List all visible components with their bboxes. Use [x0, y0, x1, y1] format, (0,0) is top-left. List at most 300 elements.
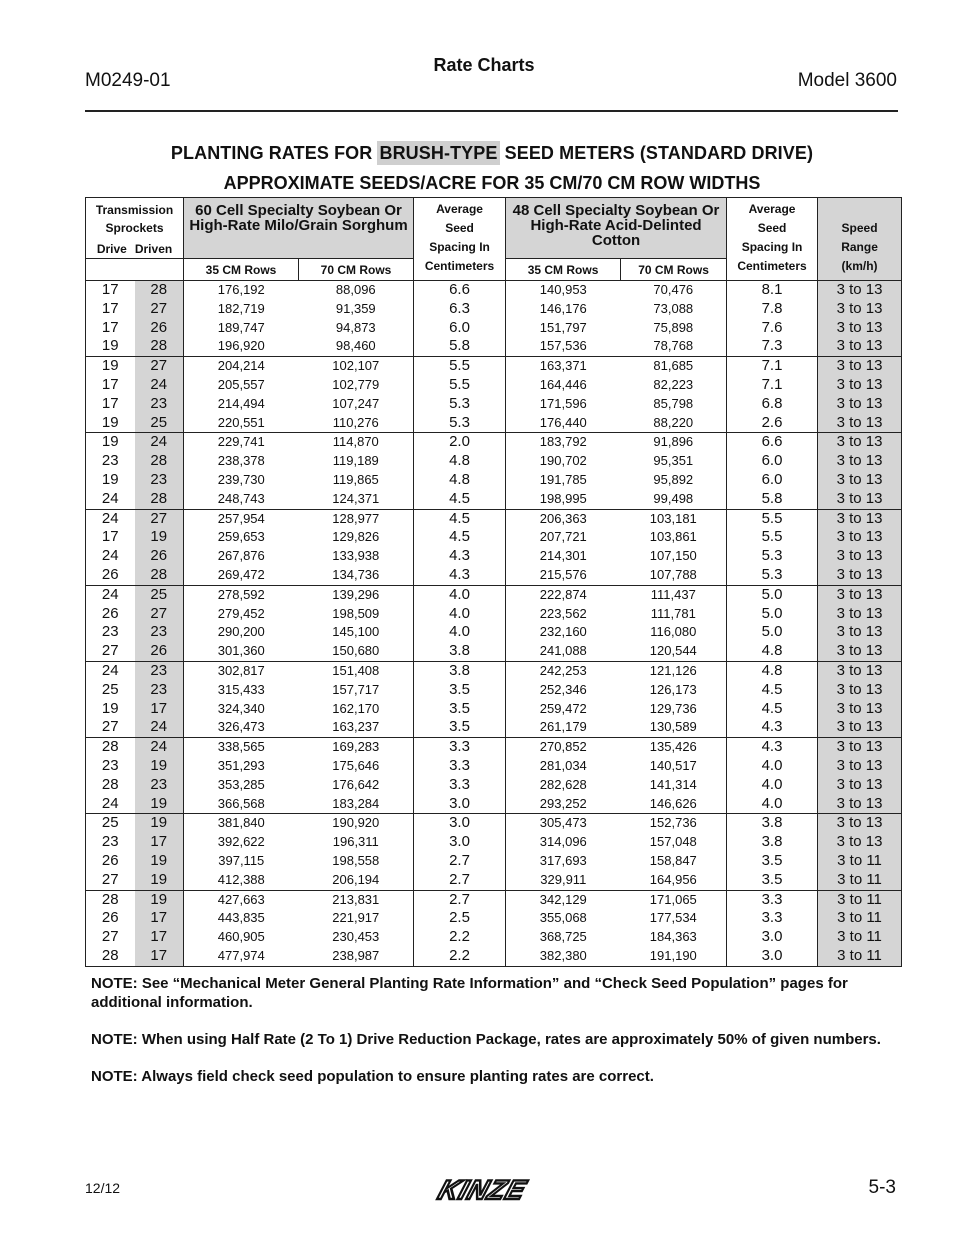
speed-cell: 3 to 11 — [818, 890, 902, 909]
g1-spacing-cell: 2.0 — [414, 433, 506, 452]
g1-70cm-cell: 196,311 — [332, 834, 379, 850]
group1-35cm-header: 35 CM Rows — [184, 259, 299, 281]
g1-spacing-cell: 5.5 — [414, 357, 506, 376]
g1-spacing-cell: 6.3 — [414, 300, 506, 319]
notes-section — [91, 974, 891, 1104]
table-row — [86, 471, 902, 490]
speed-cell: 3 to 13 — [818, 376, 902, 395]
sprockets-label: Transmission Sprockets — [95, 203, 174, 235]
g2-spacing-cell: 4.5 — [727, 700, 818, 719]
g2-35cm-cell: 314,096 — [506, 833, 621, 852]
driven-cell: 19 — [135, 795, 184, 814]
speed-cell: 3 to 11 — [818, 852, 902, 871]
g2-spacing-cell: 4.0 — [727, 795, 818, 814]
g2-70cm-cell: 120,544 — [649, 643, 697, 659]
speed-cell: 3 to 13 — [818, 738, 902, 757]
g1-70cm-cell: 206,194 — [332, 871, 380, 887]
g2-spacing-cell: 2.6 — [727, 414, 818, 433]
g2-35cm-cell: 355,068 — [506, 909, 621, 928]
g1-35cm-cell: 290,200 — [184, 623, 299, 642]
speed-cell: 3 to 13 — [818, 795, 902, 814]
speed-label-line1: Speed — [841, 221, 878, 235]
g2-35cm-cell: 259,472 — [506, 700, 621, 719]
g1-70cm-cell: 238,987 — [299, 947, 414, 966]
g1-spacing-cell: 3.0 — [414, 795, 506, 814]
g1-spacing-cell: 2.5 — [414, 909, 506, 928]
drive-cell: 26 — [86, 605, 135, 624]
g2-spacing-cell: 4.8 — [727, 661, 818, 680]
g2-spacing-cell: 5.5 — [727, 509, 818, 528]
table-row — [86, 319, 902, 338]
avg-label-line2: Seed — [445, 221, 474, 235]
title-pre: PLANTING RATES FOR — [170, 143, 373, 163]
g2-spacing-cell: 4.3 — [727, 738, 818, 757]
g2-35cm-cell: 183,792 — [506, 433, 621, 452]
drive-cell: 23 — [86, 452, 135, 471]
g2-70cm-cell: 95,351 — [653, 453, 694, 469]
driven-cell: 19 — [135, 852, 184, 871]
speed-cell: 3 to 13 — [818, 661, 902, 680]
driven-cell: 17 — [135, 700, 184, 719]
driven-cell: 28 — [135, 452, 184, 471]
g1-70cm-cell: 157,717 — [332, 681, 380, 697]
g1-spacing-cell: 4.5 — [414, 490, 506, 509]
driven-cell: 23 — [135, 471, 184, 490]
driven-cell: 24 — [135, 738, 184, 757]
g2-spacing-cell: 3.5 — [727, 852, 818, 871]
driven-cell: 27 — [135, 509, 184, 528]
g2-35cm-cell: 176,440 — [506, 414, 621, 433]
table-row — [86, 414, 902, 433]
driven-cell: 24 — [135, 376, 184, 395]
table-row — [86, 395, 902, 414]
table-row — [86, 452, 902, 471]
g1-spacing-cell: 4.3 — [414, 547, 506, 566]
g2-70cm-cell: 130,589 — [649, 719, 697, 735]
g2-70cm-cell: 146,626 — [649, 795, 697, 811]
g2-35cm-cell: 171,596 — [506, 395, 621, 414]
table-row — [86, 300, 902, 319]
g2-35cm-cell: 368,725 — [506, 928, 621, 947]
drive-cell: 17 — [86, 528, 135, 547]
g1-35cm-cell: 229,741 — [184, 433, 299, 452]
g1-70cm-cell: 221,917 — [332, 910, 380, 926]
g2-70cm-cell: 158,847 — [649, 852, 697, 868]
g2-70cm-cell: 184,363 — [649, 929, 697, 945]
g2-35cm-cell: 282,628 — [506, 776, 621, 795]
g2-70cm-cell: 88,220 — [653, 414, 694, 430]
g1-70cm-cell: 129,826 — [332, 529, 380, 545]
g2-35cm-cell: 382,380 — [506, 947, 621, 966]
drive-cell: 28 — [86, 776, 135, 795]
g1-35cm-cell: 214,494 — [184, 395, 299, 414]
speed-cell: 3 to 11 — [818, 871, 902, 890]
g2-spacing-cell: 6.8 — [727, 395, 818, 414]
driven-cell: 27 — [135, 605, 184, 624]
g2-spacing-cell: 7.6 — [727, 319, 818, 338]
g1-70cm-cell: 98,460 — [335, 338, 376, 354]
speed-cell: 3 to 13 — [818, 547, 902, 566]
g1-70cm-cell: 128,977 — [299, 509, 414, 528]
g1-spacing-cell: 4.0 — [414, 585, 506, 604]
drive-cell: 24 — [86, 490, 135, 509]
g2-spacing-cell: 5.3 — [727, 566, 818, 585]
g1-35cm-cell: 257,954 — [184, 509, 299, 528]
drive-cell: 26 — [86, 852, 135, 871]
g2-spacing-cell: 6.6 — [727, 433, 818, 452]
speed-cell: 3 to 13 — [818, 814, 902, 833]
g2-35cm-cell: 190,702 — [506, 452, 621, 471]
g1-35cm-cell: 353,285 — [184, 776, 299, 795]
drive-cell: 24 — [86, 795, 135, 814]
driven-cell: 25 — [135, 414, 184, 433]
g2-35cm-cell: 198,995 — [506, 490, 621, 509]
drive-cell: 25 — [86, 681, 135, 700]
g1-70cm-cell: 114,870 — [299, 433, 414, 452]
g2-35cm-cell: 214,301 — [506, 547, 621, 566]
g1-70cm-cell: 175,646 — [332, 757, 380, 773]
speed-cell: 3 to 13 — [818, 681, 902, 700]
g2-35cm-cell: 207,721 — [506, 528, 621, 547]
g2-70cm-cell: 75,898 — [653, 319, 694, 335]
g2-spacing-cell: 5.5 — [727, 528, 818, 547]
g2-spacing-cell: 4.3 — [727, 718, 818, 737]
g2-spacing-cell: 4.0 — [727, 776, 818, 795]
page-number: 5-3 — [868, 1177, 896, 1198]
speed-cell: 3 to 13 — [818, 776, 902, 795]
g1-spacing-cell: 5.3 — [414, 395, 506, 414]
g1-35cm-cell: 220,551 — [184, 414, 299, 433]
driven-cell: 23 — [135, 395, 184, 414]
table-row — [86, 357, 902, 376]
note-1: NOTE: See “Mechanical Meter General Planting Rate Information” and “Check Seed Population” pages for additional information. — [91, 975, 848, 1011]
drive-cell: 27 — [86, 871, 135, 890]
g2-spacing-cell: 3.8 — [727, 814, 818, 833]
g1-spacing-cell: 2.7 — [414, 871, 506, 890]
g2-70cm-cell: 177,534 — [649, 910, 697, 926]
g1-35cm-cell: 278,592 — [184, 585, 299, 604]
drive-cell: 26 — [86, 566, 135, 585]
g2-35cm-cell: 281,034 — [506, 757, 621, 776]
g2-35cm-cell: 223,562 — [506, 605, 621, 624]
g1-35cm-cell: 338,565 — [184, 738, 299, 757]
drive-cell: 28 — [86, 890, 135, 909]
table-row — [86, 852, 902, 871]
avg-label-line3: Spacing In — [741, 240, 803, 254]
g1-spacing-cell: 2.7 — [414, 852, 506, 871]
drive-cell: 28 — [86, 947, 135, 966]
avg-label-line4: Centimeters — [424, 259, 495, 273]
g1-spacing-cell: 4.8 — [414, 471, 506, 490]
table-row — [86, 528, 902, 547]
g2-70cm-cell: 81,685 — [621, 357, 727, 376]
g2-70cm-cell: 111,781 — [650, 605, 696, 621]
speed-cell: 3 to 13 — [818, 433, 902, 452]
g1-spacing-cell: 4.5 — [414, 509, 506, 528]
g2-35cm-cell: 140,953 — [506, 281, 621, 300]
table-row — [86, 718, 902, 737]
drive-cell: 24 — [86, 661, 135, 680]
driven-cell: 17 — [135, 947, 184, 966]
speed-cell: 3 to 13 — [818, 395, 902, 414]
drive-label: Drive — [96, 242, 127, 256]
section-title: Rate Charts — [433, 55, 535, 75]
g1-70cm-cell: 94,873 — [335, 319, 376, 335]
table-row — [86, 871, 902, 890]
g2-35cm-cell: 151,797 — [506, 319, 621, 338]
table-row — [86, 833, 902, 852]
g1-spacing-cell: 3.5 — [414, 681, 506, 700]
drive-cell: 17 — [86, 319, 135, 338]
g1-spacing-cell: 4.3 — [414, 566, 506, 585]
drive-cell: 17 — [86, 376, 135, 395]
table-row — [86, 661, 902, 680]
g1-35cm-cell: 324,340 — [184, 700, 299, 719]
speed-cell: 3 to 13 — [818, 414, 902, 433]
driven-cell: 28 — [135, 490, 184, 509]
speed-cell: 3 to 11 — [818, 928, 902, 947]
g2-35cm-cell: 305,473 — [506, 814, 621, 833]
driven-cell: 23 — [135, 661, 184, 680]
g1-35cm-cell: 392,622 — [184, 833, 299, 852]
g1-35cm-cell: 460,905 — [184, 928, 299, 947]
g1-70cm-cell: 124,371 — [332, 490, 380, 506]
g1-spacing-cell: 3.3 — [414, 738, 506, 757]
table-row — [86, 738, 902, 757]
g1-spacing-cell: 3.3 — [414, 757, 506, 776]
g1-35cm-cell: 477,974 — [184, 947, 299, 966]
g2-70cm-cell: 107,788 — [649, 566, 697, 582]
speed-header — [818, 198, 902, 281]
driven-cell: 17 — [135, 928, 184, 947]
table-row — [86, 814, 902, 833]
g2-35cm-cell: 293,252 — [506, 795, 621, 814]
drive-driven-labels — [86, 240, 183, 258]
avg-spacing-header-1 — [414, 198, 506, 281]
g2-70cm-cell: 164,956 — [649, 871, 697, 887]
drive-cell: 25 — [86, 814, 135, 833]
g1-spacing-cell: 6.6 — [414, 281, 506, 300]
g2-70cm-cell: 126,173 — [649, 681, 697, 697]
avg-spacing-header-2 — [727, 198, 818, 281]
g1-spacing-cell: 4.8 — [414, 452, 506, 471]
logo-text: KINZE — [434, 1176, 531, 1204]
table-row — [86, 700, 902, 719]
g1-spacing-cell: 5.3 — [414, 414, 506, 433]
driven-cell: 26 — [135, 642, 184, 661]
g2-70cm-cell: 70,476 — [621, 281, 727, 300]
g2-35cm-cell: 270,852 — [506, 738, 621, 757]
drive-cell: 24 — [86, 509, 135, 528]
table-row — [86, 890, 902, 909]
drive-cell: 19 — [86, 337, 135, 356]
group2-70cm-header: 70 CM Rows — [621, 259, 727, 281]
drive-cell: 28 — [86, 738, 135, 757]
footer-date: 12/12 — [85, 1180, 121, 1196]
g1-spacing-cell: 3.8 — [414, 661, 506, 680]
speed-cell: 3 to 13 — [818, 718, 902, 737]
drive-cell: 17 — [86, 281, 135, 300]
g1-35cm-cell: 326,473 — [184, 718, 299, 737]
kinze-logo — [432, 1176, 550, 1209]
g2-70cm-cell: 107,150 — [649, 548, 697, 564]
g2-70cm-cell: 85,798 — [653, 395, 694, 411]
table-row — [86, 681, 902, 700]
g2-70cm-cell: 95,892 — [653, 471, 694, 487]
table-row — [86, 947, 902, 966]
g2-35cm-cell: 157,536 — [506, 337, 621, 356]
g2-35cm-cell: 241,088 — [506, 642, 621, 661]
speed-cell: 3 to 13 — [818, 528, 902, 547]
table-row — [86, 281, 902, 300]
g1-35cm-cell: 204,214 — [184, 357, 299, 376]
speed-cell: 3 to 13 — [818, 585, 902, 604]
g2-35cm-cell: 261,179 — [506, 718, 621, 737]
g2-70cm-cell: 152,736 — [621, 814, 727, 833]
speed-cell: 3 to 13 — [818, 757, 902, 776]
driven-cell: 17 — [135, 833, 184, 852]
g1-35cm-cell: 315,433 — [184, 681, 299, 700]
kinze-logo-graphic — [432, 1176, 550, 1204]
g2-spacing-cell: 4.8 — [727, 642, 818, 661]
drive-cell: 24 — [86, 585, 135, 604]
g1-35cm-cell: 238,378 — [184, 452, 299, 471]
driven-cell: 26 — [135, 547, 184, 566]
g1-35cm-cell: 381,840 — [184, 814, 299, 833]
driven-cell: 28 — [135, 281, 184, 300]
speed-cell: 3 to 13 — [818, 700, 902, 719]
driven-cell: 19 — [135, 871, 184, 890]
g1-35cm-cell: 351,293 — [184, 757, 299, 776]
g1-35cm-cell: 259,653 — [184, 528, 299, 547]
sprockets-header — [86, 198, 184, 259]
g1-spacing-cell: 2.7 — [414, 890, 506, 909]
g1-35cm-cell: 269,472 — [184, 566, 299, 585]
speed-cell: 3 to 13 — [818, 281, 902, 300]
driven-cell: 23 — [135, 776, 184, 795]
speed-cell: 3 to 13 — [818, 300, 902, 319]
speed-cell: 3 to 11 — [818, 947, 902, 966]
g2-spacing-cell: 3.0 — [727, 947, 818, 966]
drive-cell: 24 — [86, 547, 135, 566]
g2-35cm-cell: 191,785 — [506, 471, 621, 490]
driven-cell: 26 — [135, 319, 184, 338]
g1-70cm-cell: 213,831 — [299, 890, 414, 909]
drive-cell: 26 — [86, 909, 135, 928]
page-title — [0, 143, 954, 164]
g2-35cm-cell: 163,371 — [506, 357, 621, 376]
g1-70cm-cell: 145,100 — [332, 624, 380, 640]
g1-35cm-cell: 205,557 — [184, 376, 299, 395]
g2-spacing-cell: 3.3 — [727, 909, 818, 928]
g1-70cm-cell: 190,920 — [299, 814, 414, 833]
g1-35cm-cell: 443,835 — [184, 909, 299, 928]
table-row — [86, 928, 902, 947]
speed-cell: 3 to 13 — [818, 605, 902, 624]
g2-70cm-cell: 191,190 — [621, 947, 727, 966]
avg-label-line2: Seed — [757, 221, 787, 235]
avg-label-line4: Centimeters — [737, 259, 807, 273]
title-highlight: BRUSH-TYPE — [379, 143, 498, 163]
drive-cell: 19 — [86, 433, 135, 452]
drive-cell: 27 — [86, 928, 135, 947]
driven-cell: 24 — [135, 718, 184, 737]
g1-spacing-cell: 5.5 — [414, 376, 506, 395]
g1-70cm-cell: 183,284 — [332, 795, 380, 811]
table-row — [86, 547, 902, 566]
g1-70cm-cell: 102,779 — [332, 376, 380, 392]
drive-cell: 19 — [86, 471, 135, 490]
g1-spacing-cell: 3.0 — [414, 833, 506, 852]
driven-cell: 25 — [135, 585, 184, 604]
g2-spacing-cell: 5.0 — [727, 623, 818, 642]
g2-spacing-cell: 5.0 — [727, 585, 818, 604]
driven-cell: 28 — [135, 566, 184, 585]
table-row — [86, 757, 902, 776]
g1-70cm-cell: 102,107 — [299, 357, 414, 376]
g1-70cm-cell: 119,189 — [332, 453, 379, 469]
g1-spacing-cell: 3.0 — [414, 814, 506, 833]
drive-cell: 19 — [86, 357, 135, 376]
drive-cell: 23 — [86, 623, 135, 642]
g2-70cm-cell: 78,768 — [653, 338, 694, 354]
g2-70cm-cell: 171,065 — [621, 890, 727, 909]
g1-70cm-cell: 119,865 — [332, 471, 379, 487]
g1-35cm-cell: 427,663 — [184, 890, 299, 909]
g1-70cm-cell: 107,247 — [332, 395, 380, 411]
avg-label-line1: Average — [436, 202, 483, 216]
g1-70cm-cell: 133,938 — [332, 548, 380, 564]
table-row — [86, 795, 902, 814]
g2-70cm-cell: 111,437 — [621, 585, 727, 604]
rate-table — [85, 197, 902, 967]
speed-cell: 3 to 13 — [818, 357, 902, 376]
g1-35cm-cell: 182,719 — [184, 300, 299, 319]
speed-cell: 3 to 13 — [818, 337, 902, 356]
g1-spacing-cell: 4.5 — [414, 528, 506, 547]
g1-spacing-cell: 2.2 — [414, 947, 506, 966]
g2-spacing-cell: 4.5 — [727, 681, 818, 700]
driven-cell: 19 — [135, 890, 184, 909]
g2-35cm-cell: 242,253 — [506, 661, 621, 680]
g2-spacing-cell: 3.8 — [727, 833, 818, 852]
speed-cell: 3 to 13 — [818, 833, 902, 852]
g2-35cm-cell: 164,446 — [506, 376, 621, 395]
g2-70cm-cell: 140,517 — [649, 757, 697, 773]
g1-spacing-cell: 6.0 — [414, 319, 506, 338]
g2-70cm-cell: 82,223 — [653, 376, 694, 392]
g1-70cm-cell: 151,408 — [299, 661, 414, 680]
table-row — [86, 605, 902, 624]
group1-70cm-header: 70 CM Rows — [299, 259, 414, 281]
g2-70cm-cell: 121,126 — [621, 661, 727, 680]
table-row — [86, 909, 902, 928]
g1-70cm-cell: 176,642 — [332, 776, 380, 792]
speed-cell: 3 to 13 — [818, 452, 902, 471]
g2-spacing-cell: 8.1 — [727, 281, 818, 300]
g1-35cm-cell: 279,452 — [184, 605, 299, 624]
note-3: NOTE: Always field check seed population to ensure planting rates are correct. — [91, 1068, 654, 1085]
speed-cell: 3 to 11 — [818, 909, 902, 928]
driven-cell: 24 — [135, 433, 184, 452]
driven-cell: 23 — [135, 623, 184, 642]
g1-spacing-cell: 5.8 — [414, 337, 506, 356]
driven-cell: 19 — [135, 757, 184, 776]
drive-cell: 19 — [86, 700, 135, 719]
drive-cell: 19 — [86, 414, 135, 433]
g2-70cm-cell: 73,088 — [653, 300, 694, 316]
group2-header: 48 Cell Specialty Soybean Or High-Rate Acid-Delinted Cotton — [506, 198, 727, 259]
